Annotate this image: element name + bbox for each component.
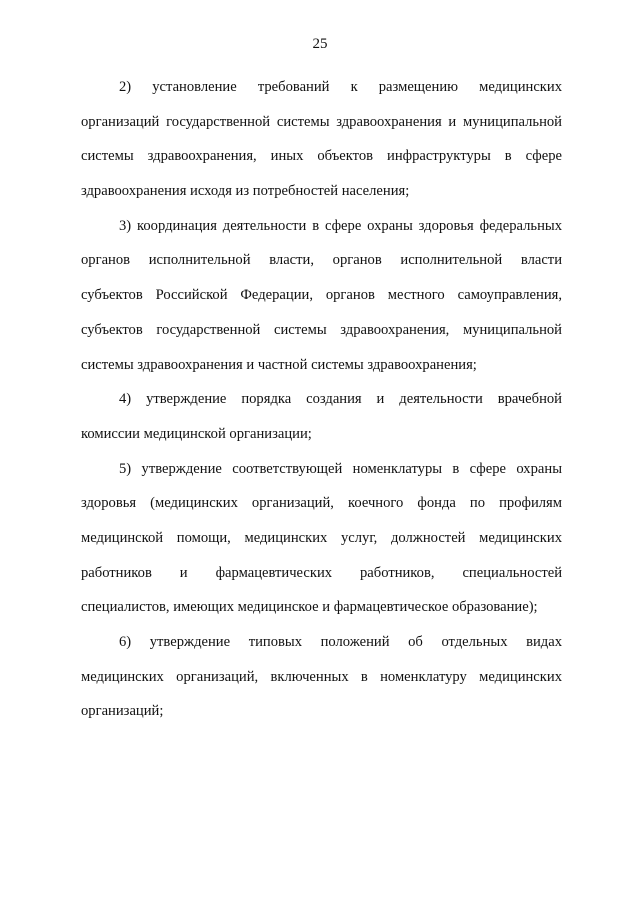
text-line: организаций государственной системы здравоохранения и муниципальной: [81, 113, 562, 130]
text-line: работников и фармацевтических работников, специальностей: [81, 564, 562, 581]
text-line: здравоохранения исходя из потребностей населения;: [81, 183, 410, 200]
text-line: здоровья (медицинских организаций, коечного фонда по профилям: [81, 495, 562, 512]
paragraph-item-6: [81, 625, 562, 729]
text-line: системы здравоохранения, иных объектов инфраструктуры в сфере: [81, 148, 562, 165]
text-line: организаций;: [81, 703, 164, 720]
text-line: 3) координация деятельности в сфере охраны здоровья федеральных: [119, 217, 562, 234]
text-line: 2) установление требований к размещению медицинских: [119, 79, 562, 95]
text-line: медицинской помощи, медицинских услуг, должностей медицинских: [81, 529, 562, 546]
text-line: органов исполнительной власти, органов исполнительной власти: [81, 252, 562, 269]
text-line: 6) утверждение типовых положений об отдельных видах: [119, 634, 562, 650]
text-line: 5) утверждение соответствующей номенклатуры в сфере охраны: [119, 460, 562, 477]
paragraph-item-2: [81, 70, 562, 209]
text-line: субъектов Российской Федерации, органов местного самоуправления,: [81, 287, 562, 304]
paragraph-item-4: [81, 382, 562, 451]
text-line: субъектов государственной системы здравоохранения, муниципальной: [81, 321, 562, 338]
text-line: специалистов, имеющих медицинское и фармацевтическое образование);: [81, 599, 538, 616]
document-body: [81, 70, 562, 729]
text-line: комиссии медицинской организации;: [81, 425, 312, 442]
text-line: 4) утверждение порядка создания и деятельности врачебной: [119, 391, 562, 408]
text-line: системы здравоохранения и частной системы здравоохранения;: [81, 356, 477, 373]
page-number: 25: [312, 36, 328, 52]
paragraph-item-3: [81, 209, 562, 382]
text-line: медицинских организаций, включенных в номенклатуру медицинских: [81, 668, 562, 685]
paragraph-item-5: [81, 452, 562, 625]
